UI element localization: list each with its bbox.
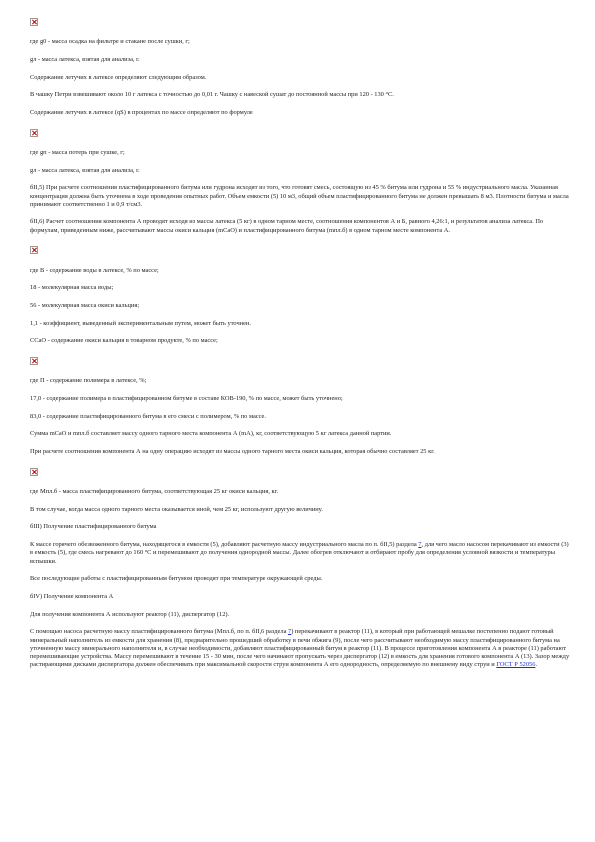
text-run: , для чего масло насосом перекачивают из емкости (3) в емкость (5), где смесь нагревают до 160 °С и перемешивают до получения однородной массы. Далее обогрев отключают и отбирают пробу для определения условной вязкости и температуры вспышки. [30,541,569,565]
text-run: . [535,661,538,669]
paragraph: CCaO - содержание окиси кальция в товарном продукте, % по массе; [30,337,218,345]
reference-link[interactable]: 7 [288,628,292,636]
broken-image-icon [30,129,38,137]
paragraph: бII,5) При расчете соотношения пластифицированного битума или гудрона исходят из того, что готовят смесь, состоящую из 45 % битума или гудрона и 55 % индустриального масла. Указанная концентрация должна быть уточнена в ходе проведения опытных работ. Объем емкости (5) 10 м3, общий объем пластифицированного битума не должен превышать 8 м3. Плотности битума и масла принимают соответственно 1 и 0,9 т/см3. [30,184,569,208]
paragraph: 83,0 - содержание пластифицированного битума в его смеси с полимером, % по массе. [30,412,266,420]
broken-image-icon [30,246,38,254]
text-run: ) перекачивают в реактор (11), в который при работающей мешалке постепенно подают готовый минеральный наполнитель из емкости для хранения (8), предварительно прошедший обработку в печи обжига (9), после чего рассчитывают необходимую массу пластифицированного битума на уточненную массу минерального наполнителя и, в случае необходимости, добавляют пластифицированный битум в реактор (11). В процессе приготовления компонента А в реакторе (11) работают перемешивающие устройства. Массу перемешивают в течение 15 - 30 мин, после чего начинают пропускать через диспергатор (12) в емкость для хранения готового компонента А (13). Зазор между растирающими дисками диспергатора должен обеспечивать при максимальной скорости струи компонента А его однородность, определяемую по внешнему виду струи и [30,628,570,669]
paragraph: Сумма mCaO и mпл.б составляет массу одного тарного места компонента А (mA), кг, соответствующую 5 кг латекса данной партии. [30,430,392,438]
paragraph: бIII) Получение пластифицированного битума [30,523,157,531]
paragraph: где Мпл.б - масса пластифицированного битума, соответствующая 25 кг окиси кальция, кг. [30,487,279,495]
paragraph: бIV) Получение компонента А [30,592,114,600]
broken-image-icon [30,18,38,26]
paragraph: где gп - масса потерь при сушке, г; [30,148,125,156]
paragraph: Все последующие работы с пластифицированным битумом проводят при температуре окружающей среды. [30,575,323,583]
paragraph: 56 - молекулярная масса окиси кальция; [30,301,140,309]
paragraph [30,541,570,566]
broken-image-icon [30,468,38,476]
paragraph: gл - масса латекса, взятая для анализа, г. [30,55,140,63]
paragraph: где В - содержание воды в латексе, % по массе; [30,266,159,274]
paragraph: gл - масса латекса, взятая для анализа, г. [30,166,140,174]
paragraph [30,628,570,669]
paragraph: 18 - молекулярная масса воды; [30,284,114,292]
broken-image-icon [30,357,38,365]
paragraph: 17,0 - содержание полимера в пластифицированном битуме в составе КОВ-190, % по массе, может быть уточнено; [30,394,343,402]
paragraph: В чашку Петри взвешивают около 10 г латекса с точностью до 0,01 г. Чашку с навеской сушат до постоянной массы при 120 - 130 °С. [30,91,394,99]
text-run: С помощью насоса расчетную массу пластифицированного битума (Мпл.б, по п. бII,6 раздела [30,628,288,636]
reference-link[interactable]: ГОСТ Р 52056 [496,661,536,669]
document-page [30,16,570,679]
paragraph: бII,6) Расчет соотношения компонента А проводят исходя из массы латекса (5 кг) в одном тарном месте, соотношения компонентов А и Б, равного 4,26:1, и результатов анализа латекса. По формулам, приведенным ниже, рассчитывают массы окиси кальция (mCaO) и пластифицированного битума (mпл.б) в одном тарном месте компонента А. [30,218,544,234]
paragraph: где П - содержание полимера в латексе, %; [30,377,147,385]
paragraph: В том случае, когда масса одного тарного места оказывается иной, чем 25 кг, используют другую величину. [30,505,323,513]
paragraph: 1,1 - коэффициент, выведенный экспериментальным путем, может быть уточнен. [30,319,251,327]
paragraph: где g0 - масса осадка на фильтре и стакане после сушки, г; [30,38,190,46]
paragraph: Содержание летучих в латексе определяют следующим образом. [30,73,207,81]
paragraph: Содержание летучих в латексе (qS) в процентах по массе определяют по формуле [30,109,253,117]
paragraph: При расчете соотношения компонента А на одну операцию исходят из массы одного тарного места окиси кальция, которая обычно составляет 25 кг. [30,448,435,456]
reference-link[interactable]: 7 [418,541,422,549]
text-run: К массе горячего обезвоженного битума, находящегося в емкости (5), добавляют расчетную массу индустриального масла по п. бII,5) раздела [30,541,419,549]
paragraph: Для получения компонента А используют реактор (11), диспергатор (12). [30,610,230,618]
